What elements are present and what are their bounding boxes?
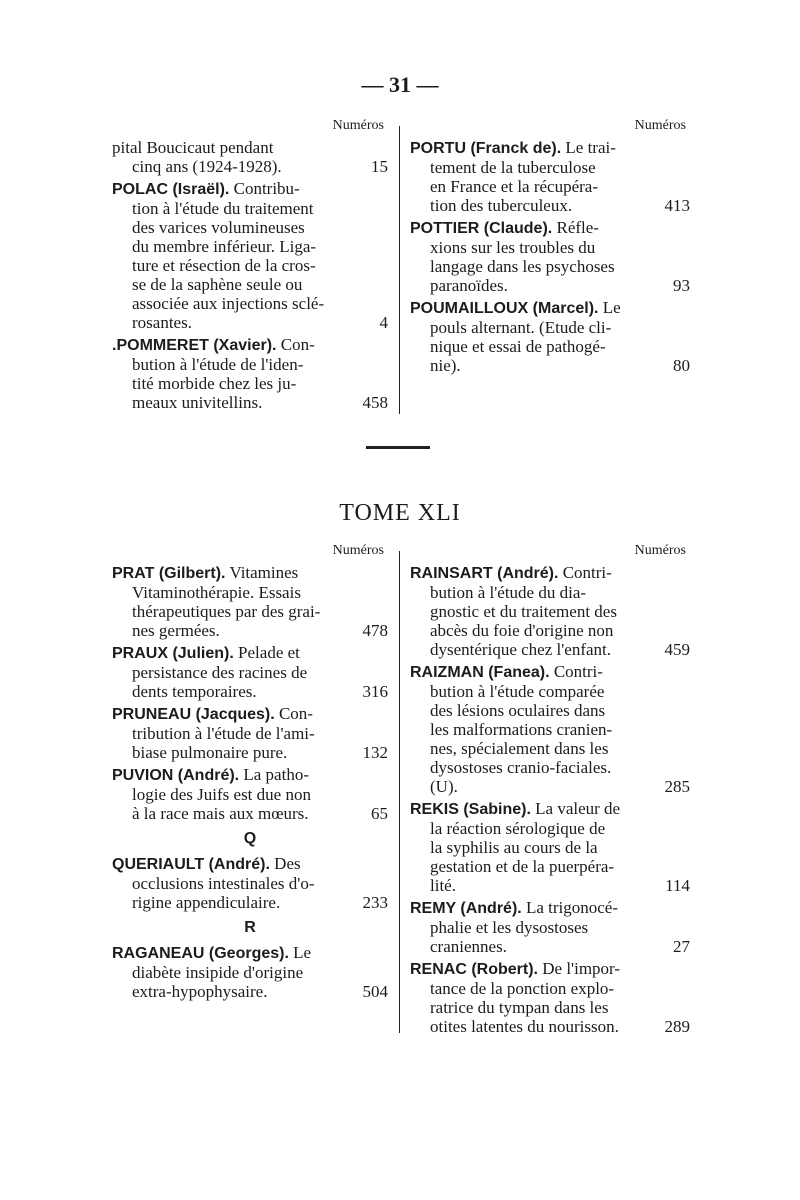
entry-text: Con- xyxy=(280,335,315,354)
entry-text: ratrice du tympan dans les xyxy=(430,998,609,1017)
entry-text: Vitaminothérapie. Essais xyxy=(132,583,301,602)
column-divider xyxy=(399,551,400,1033)
entry-text: cinq ans (1924-1928). xyxy=(132,157,282,176)
entry-text: persistance des racines de xyxy=(132,663,308,682)
entry-text: Le xyxy=(293,943,312,962)
entry-text: Des xyxy=(274,854,301,873)
thesis-number: 15 xyxy=(371,157,388,176)
bottom-left-column xyxy=(112,543,388,1004)
author-name: POLAC (Israël). xyxy=(112,181,230,198)
section-letter: Q xyxy=(243,830,257,847)
entry-first-line xyxy=(112,943,388,963)
author-name: RAIZMAN (Fanea). xyxy=(410,664,550,681)
index-entry xyxy=(112,765,388,823)
entry-text: pital Boucicaut pendant xyxy=(112,138,274,157)
entry-text: Pelade et xyxy=(238,643,300,662)
entry-text: Réfle- xyxy=(556,218,599,237)
entry-text: la réaction sérologique de xyxy=(430,819,606,838)
thesis-number: 504 xyxy=(362,982,388,1001)
thesis-number: 478 xyxy=(362,621,388,640)
entry-text: (U). xyxy=(430,777,458,796)
entry-text: gnostic et du traitement des xyxy=(430,602,617,621)
thesis-number: 132 xyxy=(362,743,388,762)
author-name: RAGANEAU (Georges). xyxy=(112,945,289,962)
index-entry xyxy=(410,298,690,375)
entry-first-line xyxy=(410,138,690,158)
entry-text: nes, spécialement dans les xyxy=(430,739,609,758)
entry-text: rosantes. xyxy=(132,313,192,332)
entry-text: biase pulmonaire pure. xyxy=(132,743,288,762)
entry-last-line xyxy=(410,196,690,215)
thesis-number: 80 xyxy=(673,356,690,375)
entry-last-line xyxy=(410,276,690,295)
entry-text: phalie et les dysostoses xyxy=(430,918,589,937)
entry-last-line xyxy=(410,1017,690,1036)
entry-text: associée aux injections sclé- xyxy=(132,294,325,313)
thesis-number: 413 xyxy=(664,196,690,215)
index-entry xyxy=(410,138,690,215)
thesis-number: 93 xyxy=(673,276,690,295)
top-right-column xyxy=(410,118,690,378)
thesis-number: 65 xyxy=(371,804,388,823)
bottom-right-column xyxy=(410,543,690,1039)
thesis-number: 285 xyxy=(664,777,690,796)
entry-text: dysentérique chez l'enfant. xyxy=(430,640,612,659)
entry-first-line xyxy=(112,765,388,785)
entry-text: la syphilis au cours de la xyxy=(430,838,598,857)
thesis-number: 27 xyxy=(673,937,690,956)
entry-text: Contribu- xyxy=(233,179,300,198)
index-entry xyxy=(112,179,388,332)
index-entry xyxy=(112,643,388,701)
entry-first-line xyxy=(410,799,690,819)
author-name: RAINSART (André). xyxy=(410,565,559,582)
entry-text: abcès du foie d'origine non xyxy=(430,621,614,640)
entry-text: tion à l'étude du traitement xyxy=(132,199,314,218)
entry-last-line xyxy=(112,982,388,1001)
entry-last-line xyxy=(410,640,690,659)
entry-text: langage dans les psychoses xyxy=(430,257,615,276)
entry-text: thérapeutiques par des grai- xyxy=(132,602,321,621)
author-name: RENAC (Robert). xyxy=(410,961,538,978)
author-name: PRUNEAU (Jacques). xyxy=(112,706,275,723)
entry-text: gestation et de la puerpéra- xyxy=(430,857,615,876)
entry-text: La valeur de xyxy=(535,799,621,818)
entry-text: Con- xyxy=(278,704,313,723)
entry-text: à la race mais aux mœurs. xyxy=(132,804,309,823)
entry-text: ture et résection de la cros- xyxy=(132,256,316,275)
entry-first-line xyxy=(410,898,690,918)
entry-text: les malformations cranien- xyxy=(430,720,613,739)
column-divider xyxy=(399,126,400,414)
tome-xl-index-block xyxy=(112,118,692,414)
entry-last-line xyxy=(112,393,388,412)
column-header: Numéros xyxy=(332,543,384,558)
entry-text: nie). xyxy=(430,356,461,375)
index-entry xyxy=(410,959,690,1036)
section-separator xyxy=(366,446,430,449)
entry-text: craniennes. xyxy=(430,937,507,956)
entry-first-line xyxy=(410,563,690,583)
tome-title: TOME XLI xyxy=(339,500,461,526)
entry-text: meaux univitellins. xyxy=(132,393,263,412)
entry-text: des varices volumineuses xyxy=(132,218,305,237)
entry-text: bution à l'étude comparée xyxy=(430,682,605,701)
author-name: PORTU (Franck de). xyxy=(410,140,562,157)
entry-last-line xyxy=(112,804,388,823)
index-entry xyxy=(410,662,690,796)
author-name: QUERIAULT (André). xyxy=(112,856,270,873)
entry-text: occlusions intestinales d'o- xyxy=(132,874,315,893)
thesis-number: 316 xyxy=(362,682,388,701)
entry-text: nes germées. xyxy=(132,621,220,640)
entry-text: Le xyxy=(602,298,621,317)
entry-last-line xyxy=(112,743,388,762)
entry-text: Vitamines xyxy=(229,563,299,582)
entry-first-line xyxy=(112,643,388,663)
index-entry xyxy=(112,943,388,1001)
entry-text: De l'impor- xyxy=(542,959,621,978)
section-letter: R xyxy=(244,919,256,936)
author-name: REKIS (Sabine). xyxy=(410,801,531,818)
author-name: PUVION (André). xyxy=(112,767,240,784)
thesis-number: 233 xyxy=(362,893,388,912)
entry-last-line xyxy=(112,313,388,332)
author-name: .POMMERET (Xavier). xyxy=(112,337,277,354)
entry-first-line xyxy=(410,218,690,238)
entry-text: tribution à l'étude de l'ami- xyxy=(132,724,315,743)
entry-text: rigine appendiculaire. xyxy=(132,893,281,912)
author-name: PRAUX (Julien). xyxy=(112,645,234,662)
column-header: Numéros xyxy=(634,543,686,558)
page-number: — 31 — xyxy=(361,72,439,97)
entry-text: lité. xyxy=(430,876,456,895)
index-entry xyxy=(112,335,388,412)
entry-text: pouls alternant. (Etude cli- xyxy=(430,318,612,337)
entry-text: La trigonocé- xyxy=(525,898,619,917)
entry-first-line xyxy=(112,854,388,874)
entry-text: logie des Juifs est due non xyxy=(132,785,311,804)
entry-first-line xyxy=(112,563,388,583)
entry-text: tité morbide chez les ju- xyxy=(132,374,297,393)
entry-last-line xyxy=(112,893,388,912)
index-entry xyxy=(112,563,388,640)
column-header: Numéros xyxy=(634,118,686,133)
author-name: REMY (André). xyxy=(410,900,522,917)
entry-text: bution à l'étude du dia- xyxy=(430,583,587,602)
entry-text: dysostoses cranio-faciales. xyxy=(430,758,612,777)
entry-first-line xyxy=(410,298,690,318)
author-name: POTTIER (Claude). xyxy=(410,220,553,237)
entry-text: des lésions oculaires dans xyxy=(430,701,606,720)
entry-last-line xyxy=(410,937,690,956)
entry-text: dents temporaires. xyxy=(132,682,257,701)
author-name: POUMAILLOUX (Marcel). xyxy=(410,300,599,317)
entry-text: nique et essai de pathogé- xyxy=(430,337,606,356)
entry-last-line xyxy=(112,157,388,176)
entry-text: otites latentes du nourisson. xyxy=(430,1017,619,1036)
entry-text: Le trai- xyxy=(565,138,616,157)
entry-text: paranoïdes. xyxy=(430,276,508,295)
entry-last-line xyxy=(410,777,690,796)
entry-first-line xyxy=(410,662,690,682)
entry-last-line xyxy=(112,621,388,640)
entry-text: tion des tuberculeux. xyxy=(430,196,573,215)
entry-first-line xyxy=(112,138,388,157)
index-entry xyxy=(410,898,690,956)
index-entry xyxy=(112,854,388,912)
entry-text: La patho- xyxy=(243,765,309,784)
entry-text: Contri- xyxy=(553,662,603,681)
thesis-number: 459 xyxy=(664,640,690,659)
entry-text: tement de la tuberculose xyxy=(430,158,596,177)
index-entry xyxy=(410,563,690,659)
thesis-number: 458 xyxy=(362,393,388,412)
entry-first-line xyxy=(112,704,388,724)
index-entry xyxy=(112,704,388,762)
entry-first-line xyxy=(112,179,388,199)
entry-last-line xyxy=(410,876,690,895)
index-entry xyxy=(112,138,388,176)
index-entry xyxy=(410,799,690,895)
entry-first-line xyxy=(112,335,388,355)
column-header: Numéros xyxy=(332,118,384,133)
entry-last-line xyxy=(410,356,690,375)
entry-first-line xyxy=(410,959,690,979)
entry-text: xions sur les troubles du xyxy=(430,238,596,257)
author-name: PRAT (Gilbert). xyxy=(112,565,226,582)
entry-text: extra-hypophysaire. xyxy=(132,982,268,1001)
top-left-column xyxy=(112,118,388,415)
entry-text: tance de la ponction explo- xyxy=(430,979,615,998)
entry-last-line xyxy=(112,682,388,701)
entry-text: Contri- xyxy=(562,563,612,582)
entry-text: du membre inférieur. Liga- xyxy=(132,237,317,256)
index-entry xyxy=(410,218,690,295)
tome-xli-index-block xyxy=(112,543,692,1036)
thesis-number: 289 xyxy=(664,1017,690,1036)
thesis-number: 4 xyxy=(379,313,388,332)
entry-text: diabète insipide d'origine xyxy=(132,963,304,982)
entry-text: bution à l'étude de l'iden- xyxy=(132,355,304,374)
entry-text: se de la saphène seule ou xyxy=(132,275,303,294)
thesis-number: 114 xyxy=(665,876,690,895)
entry-text: en France et la récupéra- xyxy=(430,177,598,196)
